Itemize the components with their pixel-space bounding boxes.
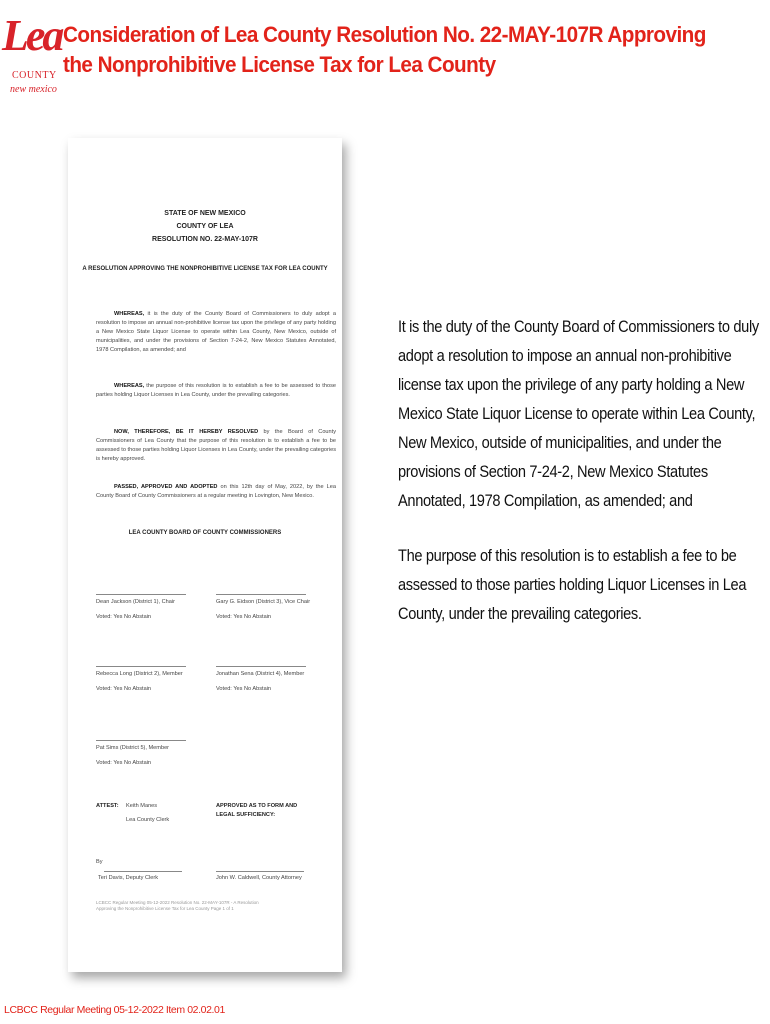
doc-attest-label: ATTEST: <box>96 803 119 809</box>
doc-clerk-title: Lea County Clerk <box>126 817 170 823</box>
meeting-footer: LCBCC Regular Meeting 05-12-2022 Item 02.02.01 <box>4 1004 225 1016</box>
doc-by-label: By <box>96 859 103 865</box>
doc-para-4: PASSED, APPROVED AND ADOPTED on this 12th day of May, 2022, by the Lea County Board of County Commissioners at a regular meeting in Lovington, New Mexico. <box>96 484 337 499</box>
doc-sig-4: Jonathan Sena (District 4), Member <box>216 671 305 677</box>
signature-line <box>96 740 186 741</box>
resolution-document-image <box>68 138 342 972</box>
signature-line <box>96 594 186 595</box>
signature-line <box>216 594 306 595</box>
summary-paragraph-1: It is the duty of the County Board of Commissioners to duly adopt a resolution to impose an annual non-prohibitive license tax upon the privilege of any party holding a New Mexico State Liquor License to operate within Lea County, New Mexico, outside of municipalities, and under the provisions of Section 7-24-2, New Mexico Statutes Annotated, 1978 Compilation, as amended; and <box>398 317 759 510</box>
doc-vote-2: Voted: Yes No Abstain <box>216 614 272 620</box>
lea-county-logo <box>0 11 62 106</box>
doc-header-county: COUNTY OF LEA <box>176 223 234 230</box>
doc-sig-3: Rebecca Long (District 2), Member <box>96 671 183 677</box>
doc-board-heading: LEA COUNTY BOARD OF COUNTY COMMISSIONERS <box>128 530 282 536</box>
doc-heading: A RESOLUTION APPROVING THE NONPROHIBITIVE LICENSE TAX FOR LEA COUNTY <box>82 266 328 272</box>
doc-vote-1: Voted: Yes No Abstain <box>96 614 152 620</box>
doc-para-3: NOW, THEREFORE, BE IT HEREBY RESOLVED by the Board of County Commissioners of Lea County that the purpose of this resolution is to establish a fee to be assessed to those parties holding Liquor Licenses in Lea County, under the prevailing categories is hereby approved. <box>96 429 336 462</box>
doc-approved-label: APPROVED AS TO FORM AND LEGAL SUFFICIENCY: <box>216 803 298 818</box>
doc-header-resolution: RESOLUTION NO. 22-MAY-107R <box>152 236 258 243</box>
doc-footnote: LCBCC Regular Meeting 05-12-2022 Resolution No. 22-MAY-107R - A Resolution Approving the Nonprohibitive License Tax for Lea County Page 1 of 1 <box>96 900 259 911</box>
doc-vote-4: Voted: Yes No Abstain <box>216 686 272 692</box>
logo-county-text: COUNTY <box>12 70 57 81</box>
doc-sig-2: Gary G. Eidson (District 3), Vice Chair <box>216 599 311 605</box>
doc-deputy-clerk: Teri Davis, Deputy Clerk <box>98 875 158 881</box>
doc-sig-5: Pat Sims (District 5), Member <box>96 745 170 751</box>
signature-line <box>96 666 186 667</box>
doc-para-2: WHEREAS, the purpose of this resolution is to establish a fee to be assessed to those parties holding Liquor Licenses in Lea County, under the prevailing categories. <box>96 383 336 398</box>
signature-line <box>104 871 182 872</box>
page-title: Consideration of Lea County Resolution No. 22-MAY-107R Approving the Nonprohibitive License Tax for Lea County <box>63 22 706 77</box>
doc-vote-3: Voted: Yes No Abstain <box>96 686 152 692</box>
logo-state-text: new mexico <box>10 84 57 95</box>
doc-clerk-name: Keith Manes <box>126 803 158 809</box>
doc-sig-1: Dean Jackson (District 1), Chair <box>96 599 175 605</box>
resolution-summary <box>398 312 758 628</box>
doc-vote-5: Voted: Yes No Abstain <box>96 760 152 766</box>
doc-para-1: WHEREAS, it is the duty of the County Board of Commissioners to duly adopt a resolution to impose an annual non-prohibitive license tax upon the privilege of any party holding a New Mexico State Liquor License to operate within Lea County, New Mexico, outside of municipalities, and under the provisions of Section 7-24-2, New Mexico Statutes Annotated, 1978 Compilation, as amended; and <box>96 311 336 353</box>
doc-header-state: STATE OF NEW MEXICO <box>164 210 246 217</box>
doc-county-attorney: John W. Caldwell, County Attorney <box>216 875 302 881</box>
signature-line <box>216 666 306 667</box>
signature-line <box>216 871 304 872</box>
summary-paragraph-2: The purpose of this resolution is to establish a fee to be assessed to those parties holding Liquor Licenses in Lea County, under the prevailing categories. <box>398 546 747 623</box>
logo-lea-text: Lea <box>2 11 62 60</box>
